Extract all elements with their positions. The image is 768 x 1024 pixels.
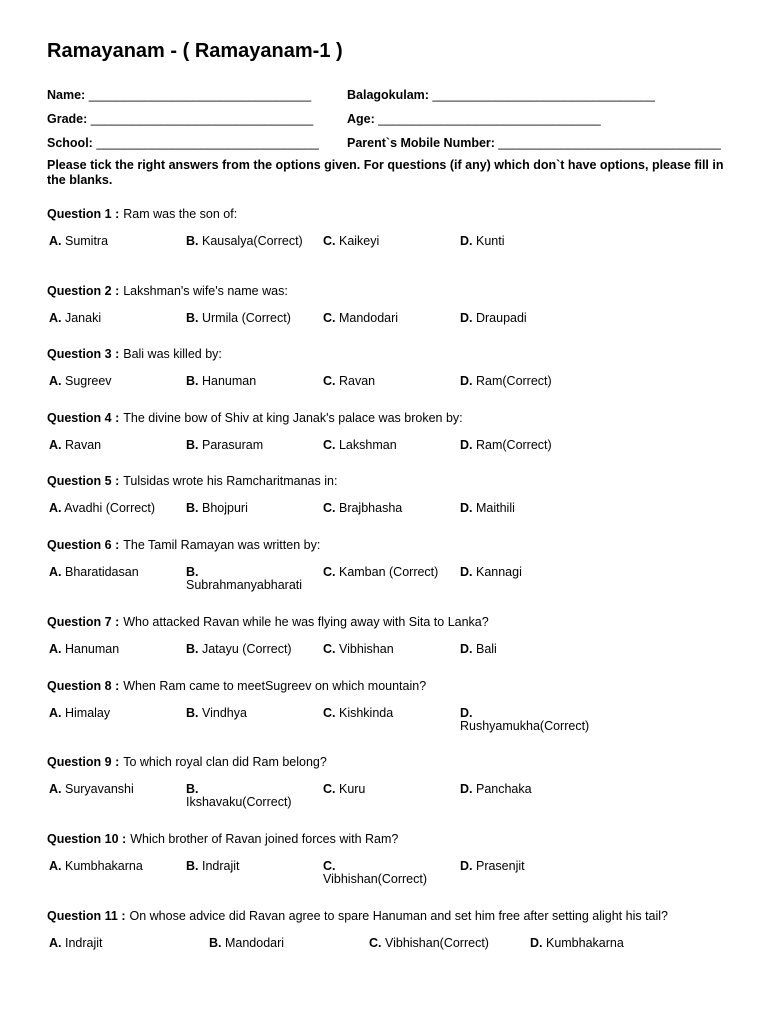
question-1	[47, 207, 747, 265]
question-number: Question 5 :	[47, 474, 120, 488]
option-c[interactable]: C. Vibhishan(Correct)	[369, 936, 489, 950]
option-c[interactable]: C. Kuru	[323, 782, 366, 796]
age-field[interactable]	[347, 112, 601, 126]
question-5	[47, 474, 747, 532]
option-d[interactable]: D. Ram(Correct)	[460, 438, 552, 452]
option-c[interactable]: C. Kaikeyi	[323, 234, 380, 248]
question-number: Question 7 :	[47, 615, 120, 629]
option-a[interactable]: A. Sugreev	[49, 374, 112, 388]
page-title: Ramayanam - ( Ramayanam-1 )	[47, 40, 343, 62]
option-b[interactable]: B. Bhojpuri	[186, 501, 248, 515]
question-11	[47, 909, 747, 967]
grade-field[interactable]	[47, 112, 313, 126]
option-a[interactable]: A. Indrajit	[49, 936, 103, 950]
option-b[interactable]: B. Subrahmanyabharati	[186, 565, 303, 592]
question-9	[47, 755, 747, 813]
question-text: On whose advice did Ravan agree to spare Hanuman and set him free after setting alight his tail?	[129, 909, 669, 923]
option-b[interactable]: B. Ikshavaku(Correct)	[186, 782, 292, 809]
option-d[interactable]: D. Maithili	[460, 501, 515, 515]
school-label: School:	[47, 136, 93, 150]
option-c[interactable]: C. Vibhishan(Correct)	[323, 859, 427, 886]
name-blank[interactable]: ________________________________	[88, 88, 312, 102]
option-b[interactable]: B. Hanuman	[186, 374, 257, 388]
question-text: Lakshman's wife's name was:	[123, 284, 288, 298]
balagokulam-field[interactable]	[347, 88, 655, 102]
grade-label: Grade:	[47, 112, 88, 126]
option-a[interactable]: A. Bharatidasan	[49, 565, 139, 579]
age-label: Age:	[347, 112, 375, 126]
question-10	[47, 832, 747, 890]
question-text: When Ram came to meetSugreev on which mountain?	[123, 679, 427, 693]
option-c[interactable]: C. Brajbhasha	[323, 501, 403, 515]
option-d[interactable]: D. Bali	[460, 642, 497, 656]
name-label: Name:	[47, 88, 86, 102]
question-number: Question 3 :	[47, 347, 120, 361]
question-number: Question 11 :	[47, 909, 126, 923]
option-b[interactable]: B. Urmila (Correct)	[186, 311, 291, 325]
option-a[interactable]: A. Avadhi (Correct)	[49, 501, 156, 515]
grade-blank[interactable]: ________________________________	[90, 112, 314, 126]
question-6	[47, 538, 747, 596]
question-text: Bali was killed by:	[123, 347, 222, 361]
option-d[interactable]: D. Draupadi	[460, 311, 527, 325]
question-3	[47, 347, 747, 405]
question-number: Question 10 :	[47, 832, 127, 846]
age-blank[interactable]: ________________________________	[378, 112, 601, 126]
option-c[interactable]: C. Vibhishan	[323, 642, 394, 656]
parent-mobile-field[interactable]	[347, 136, 721, 150]
option-c[interactable]: C. Kishkinda	[323, 706, 394, 720]
option-c[interactable]: C. Lakshman	[323, 438, 397, 452]
option-c[interactable]: C. Mandodari	[323, 311, 399, 325]
option-b[interactable]: B. Mandodari	[209, 936, 285, 950]
option-d[interactable]: D. Ram(Correct)	[460, 374, 552, 388]
question-4	[47, 411, 747, 469]
option-d[interactable]: D. Kannagi	[460, 565, 522, 579]
option-d[interactable]: D. Prasenjit	[460, 859, 525, 873]
question-7	[47, 615, 747, 673]
option-c[interactable]: C. Ravan	[323, 374, 376, 388]
option-c[interactable]: C. Kamban (Correct)	[323, 565, 439, 579]
school-blank[interactable]: ________________________________	[96, 136, 319, 150]
option-b[interactable]: B. Jatayu (Correct)	[186, 642, 292, 656]
question-text: The divine bow of Shiv at king Janak's palace was broken by:	[123, 411, 463, 425]
question-number: Question 4 :	[47, 411, 120, 425]
option-b[interactable]: B. Kausalya(Correct)	[186, 234, 303, 248]
option-a[interactable]: A. Himalay	[49, 706, 111, 720]
question-number: Question 1 :	[47, 207, 120, 221]
option-a[interactable]: A. Suryavanshi	[49, 782, 134, 796]
question-2	[47, 284, 747, 342]
balagokulam-blank[interactable]: ________________________________	[432, 88, 655, 102]
option-a[interactable]: A. Kumbhakarna	[49, 859, 143, 873]
question-number: Question 2 :	[47, 284, 120, 298]
question-text: Which brother of Ravan joined forces with Ram?	[130, 832, 399, 846]
question-text: Who attacked Ravan while he was flying away with Sita to Lanka?	[123, 615, 489, 629]
parent-mobile-label: Parent`s Mobile Number:	[347, 136, 495, 150]
option-d[interactable]: D. Rushyamukha(Correct)	[460, 706, 590, 733]
option-d[interactable]: D. Kumbhakarna	[530, 936, 624, 950]
option-b[interactable]: B. Indrajit	[186, 859, 240, 873]
question-text: Tulsidas wrote his Ramcharitmanas in:	[123, 474, 338, 488]
question-8	[47, 679, 747, 737]
school-field[interactable]	[47, 136, 319, 150]
option-d[interactable]: D. Kunti	[460, 234, 505, 248]
option-a[interactable]: A. Hanuman	[49, 642, 120, 656]
question-text: Ram was the son of:	[123, 207, 238, 221]
option-a[interactable]: A. Janaki	[49, 311, 102, 325]
question-text: The Tamil Ramayan was written by:	[123, 538, 321, 552]
option-d[interactable]: D. Panchaka	[460, 782, 532, 796]
question-number: Question 8 :	[47, 679, 120, 693]
option-b[interactable]: B. Parasuram	[186, 438, 264, 452]
question-number: Question 6 :	[47, 538, 120, 552]
balagokulam-label: Balagokulam:	[347, 88, 429, 102]
option-b[interactable]: B. Vindhya	[186, 706, 247, 720]
parent-mobile-blank[interactable]: ________________________________	[498, 136, 721, 150]
question-text: To which royal clan did Ram belong?	[123, 755, 327, 769]
option-a[interactable]: A. Ravan	[49, 438, 102, 452]
name-field[interactable]	[47, 88, 311, 102]
option-a[interactable]: A. Sumitra	[49, 234, 109, 248]
instructions: Please tick the right answers from the options given. For questions (if any) which don`t have options, please fill in the blanks.	[47, 158, 724, 187]
question-number: Question 9 :	[47, 755, 120, 769]
